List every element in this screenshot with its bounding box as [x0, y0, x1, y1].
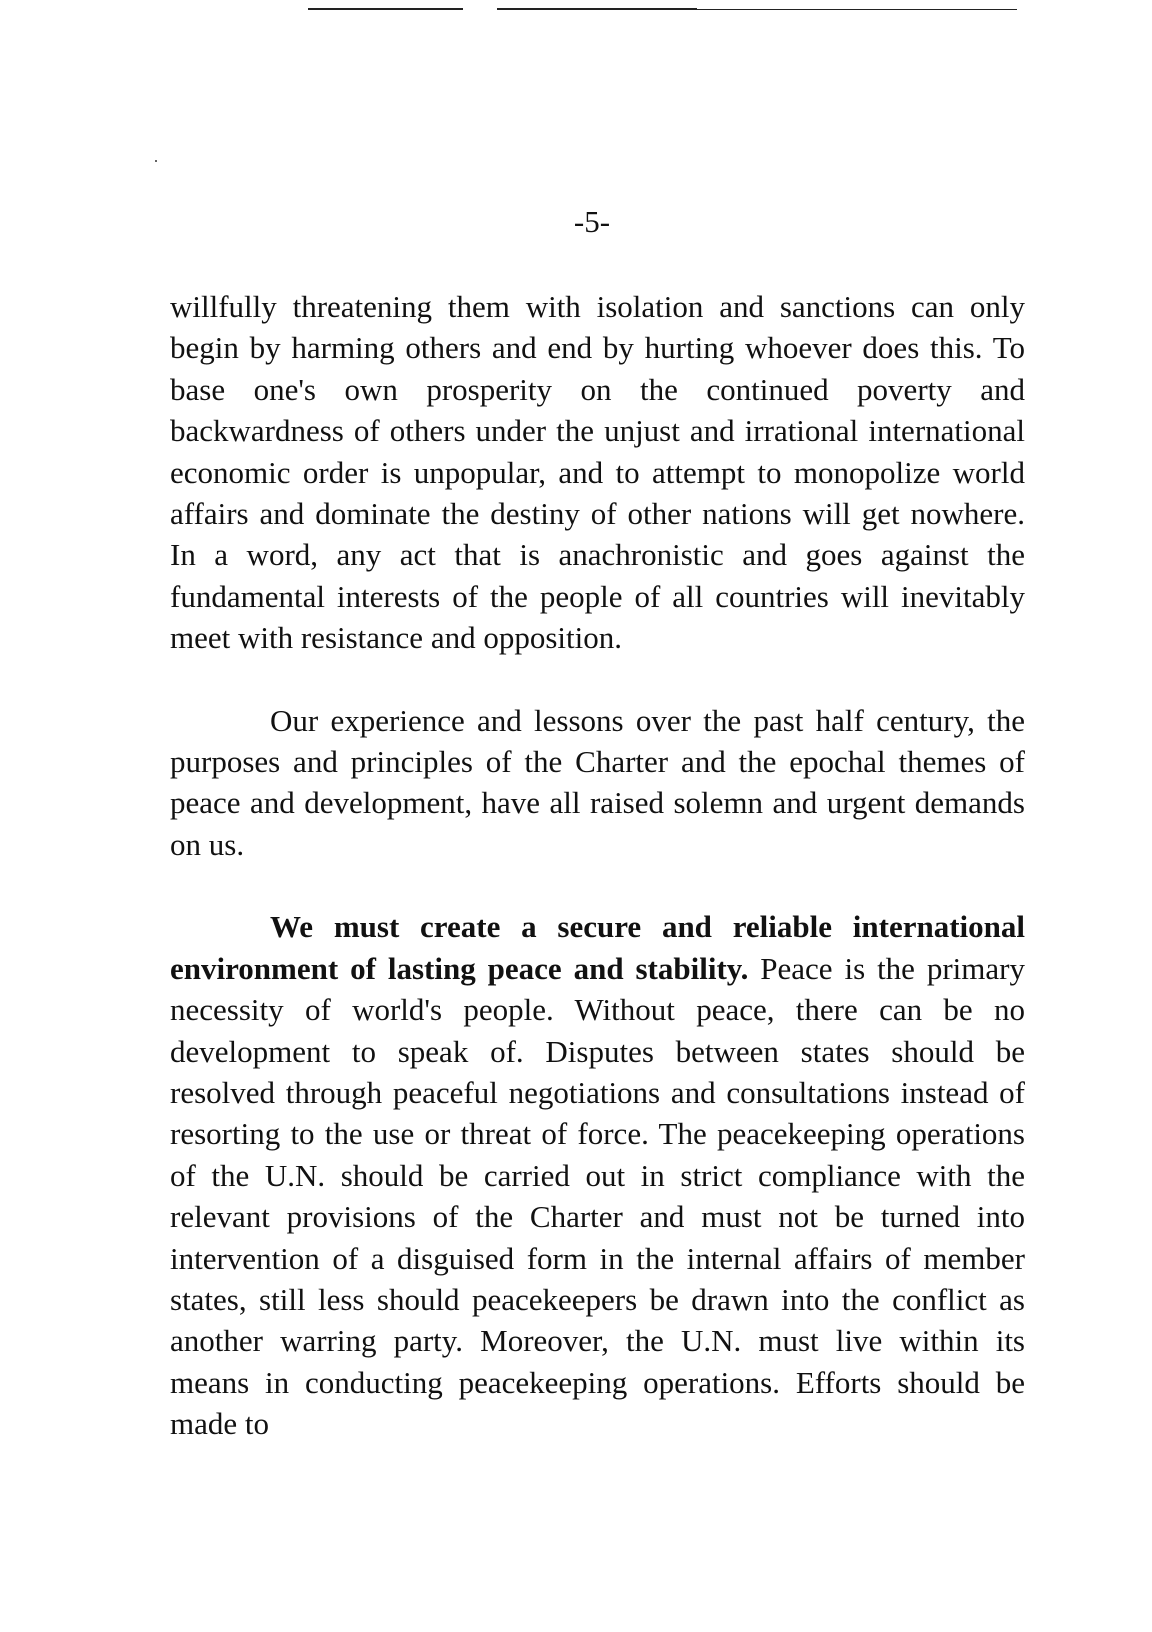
paragraph	[170, 906, 1025, 1444]
paragraph-lead-heading: We must create a secure and reliable international environment of lasting peace and stability.	[170, 909, 1025, 986]
paragraph: willfully threatening them with isolation and sanctions can only begin by harming others and end by hurting whoever does this. To base one's own prosperity on the continued poverty and backwardness of others under the unjust and irrational international economic order is unpopular, and to attempt to monopolize world affairs and dominate the destiny of other nations will get nowhere. In a word, any act that is anachronistic and goes against the fundamental interests of the people of all countries will inevitably meet with resistance and opposition.	[170, 289, 1025, 656]
scan-speck	[155, 160, 157, 162]
paragraph-text: Peace is the primary necessity of world's people. Without peace, there can be no development to speak of. Disputes between states should be resolved through peaceful negotiations and consultations instead of resorting to the use or threat of force. The peacekeeping operations of the U.N. should be carried out in strict compliance with the relevant provisions of the Charter and must not be turned into intervention of a disguised form in the internal affairs of member states, still less should peacekeepers be drawn into the conflict as another warring party. Moreover, the U.N. must live within its means in conducting peacekeeping operations. Efforts should be made to	[170, 950, 1025, 1442]
top-rule-segment	[497, 8, 697, 10]
top-rule-segment	[697, 9, 1017, 10]
top-rule-segment	[308, 8, 463, 10]
page-number: -5-	[573, 204, 611, 239]
document-body	[170, 286, 1025, 1445]
paragraph: Our experience and lessons over the past half century, the purposes and principles of the Charter and the epochal themes of peace and development, have all raised solemn and urgent demands on us.	[170, 702, 1025, 862]
